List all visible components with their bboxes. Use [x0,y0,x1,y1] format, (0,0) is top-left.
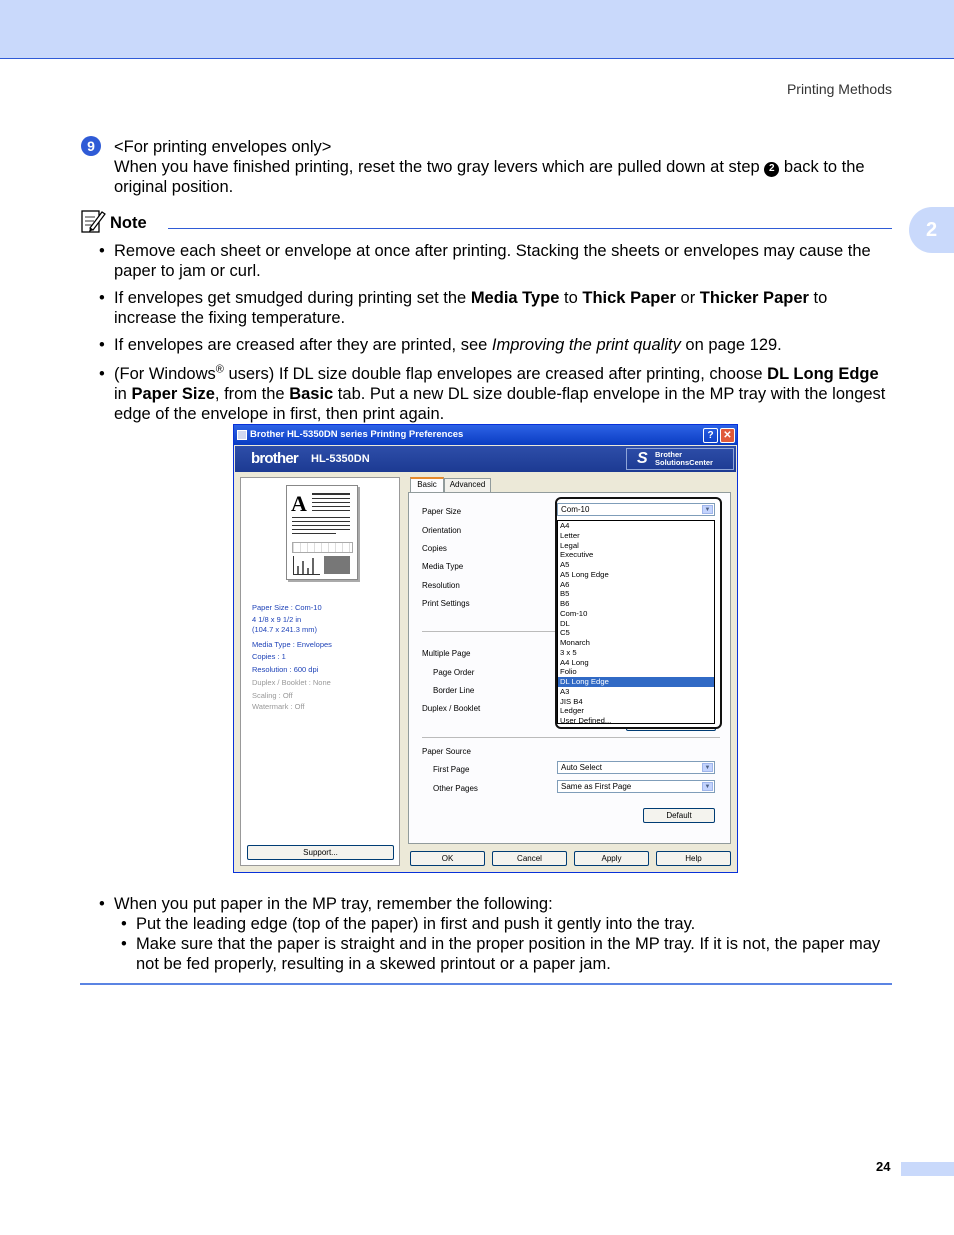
preview-line [292,529,350,530]
label-first-page: First Page [433,765,470,774]
paper-size-option[interactable]: Monarch [560,638,590,647]
tab-advanced[interactable]: Advanced [444,478,491,492]
preview-table [292,542,353,553]
paper-size-option[interactable]: Legal [560,540,579,550]
chapter-tab: 2 [909,207,954,253]
help-button[interactable]: Help [656,851,731,866]
model-name: HL-5350DN [311,453,370,465]
text: , from the [214,385,290,403]
label-other-pages: Other Pages [433,784,478,793]
summary-dims-in: 4 1/8 x 9 1/2 in [252,614,302,624]
paper-size-option[interactable]: DL Long Edge [558,677,714,687]
text: If envelopes get smudged during printing set the [114,289,471,307]
preview-line [312,506,350,507]
page-number: 24 [876,1159,891,1174]
paper-size-option[interactable]: A5 Long Edge [560,569,609,579]
other-pages-select[interactable] [557,780,715,793]
summary-media-type: Media Type : Envelopes [252,639,332,649]
cancel-button[interactable]: Cancel [492,851,567,866]
solutions-center-icon: S [637,450,648,467]
summary-scaling: Scaling : Off [252,690,293,700]
text: SolutionsCenter [655,458,713,467]
note-bullet: • When you put paper in the MP tray, remember the following: [98,894,892,914]
tab-basic[interactable]: Basic [410,477,444,492]
label-paper-size: Paper Size [422,507,462,516]
paper-size-option[interactable]: B5 [560,589,570,599]
dialog-title: Brother HL-5350DN series Printing Preferences [250,429,464,440]
paper-size-option[interactable]: A5 [560,560,570,569]
sub-bullet: • Put the leading edge (top of the paper) in first and push it gently into the tray. [120,914,892,934]
note-bullet [98,335,892,355]
label-media-type: Media Type [422,562,464,571]
step-number-badge: 9 [81,136,101,156]
page-preview-thumbnail [286,485,358,580]
text: users) If DL size double flap envelopes are creased after printing, choose [223,365,768,383]
preview-line [292,525,350,526]
paper-size-option[interactable]: DL [560,618,570,628]
step-text [114,137,894,197]
label-resolution: Resolution [422,581,460,590]
note-end-divider [80,983,892,985]
paper-size-option[interactable]: Ledger [560,706,584,716]
paper-size-option[interactable]: JIS B4 [560,696,583,706]
preview-chart-icon [293,556,320,575]
chevron-down-icon: ▼ [702,505,713,514]
paper-size-option[interactable]: Com-10 [560,608,588,618]
label-page-order: Page Order [433,668,475,677]
chevron-down-icon: ▼ [702,782,713,791]
summary-watermark: Watermark : Off [252,702,305,712]
apply-button[interactable]: Apply [574,851,649,866]
step-reference-badge: 2 [764,162,779,177]
preview-letter-icon: A [291,491,307,516]
section-divider [422,631,558,632]
paper-size-option[interactable]: A4 Long [560,657,589,667]
dialog-title-bar [234,425,737,445]
section-divider [422,737,720,738]
other-pages-value: Same as First Page [561,782,632,791]
sub-bullet: • Make sure that the paper is straight and in the proper position in the MP tray. If it is not, the paper may not be fed properly, resulting in a skewed printout or a paper jam. [120,934,892,974]
summary-resolution: Resolution : 600 dpi [252,665,319,675]
label-copies: Copies [422,544,447,553]
paper-size-option[interactable]: 3 x 5 [560,647,577,657]
solutions-center-button[interactable] [626,448,734,470]
chevron-down-icon: ▼ [702,763,713,772]
page-number-bar [901,1162,954,1176]
paper-size-option[interactable]: User Defined... [560,716,612,725]
note-bullets-bottom [98,894,892,974]
label-duplex-booklet: Duplex / Booklet [422,704,481,713]
preview-pane [240,477,400,866]
text: to [559,289,583,307]
first-page-value: Auto Select [561,763,602,772]
preview-line [312,510,350,511]
step-heading: <For printing envelopes only> [114,138,332,156]
text: (For Windows [114,365,216,383]
text: or [675,289,700,307]
paper-size-select[interactable] [557,503,715,516]
solutions-center-label [655,451,713,467]
top-header-band [0,0,954,59]
step-instruction-part1: When you have finished printing, reset the two gray levers which are pulled down at step [114,158,760,176]
brother-logo: brother [251,450,298,467]
label-print-settings: Print Settings [422,599,470,608]
brother-banner [235,446,736,472]
paper-size-option[interactable]: Folio [560,667,577,677]
text: to increase the fixing temperature. [114,289,828,327]
note-title: Note [110,214,147,232]
sub-bullet-list [120,914,892,974]
paper-size-option[interactable]: Letter [560,530,580,540]
support-button[interactable]: Support... [247,845,394,860]
paper-size-option[interactable]: Executive [560,550,594,560]
text: If envelopes are creased after they are printed, see [114,336,492,354]
preview-picture-icon [324,556,350,574]
paper-size-value: Com-10 [561,505,590,514]
summary-copies: Copies : 1 [252,652,286,662]
term-media-type: Media Type [470,289,560,307]
note-pencil-icon [80,208,106,234]
text: tab. Put a new DL size double-flap envelope in the MP tray with the longest edge of the envelope in first, then print again. [114,385,886,423]
note-bullet [98,364,892,424]
label-paper-source: Paper Source [422,747,471,756]
label-multiple-page: Multiple Page [422,649,471,658]
settings-summary [252,602,332,714]
preview-line [312,502,350,503]
registered-mark: ® [215,363,224,376]
preview-line [292,521,350,522]
first-page-select[interactable] [557,761,715,774]
text: Brother [655,450,683,459]
summary-duplex: Duplex / Booklet : None [252,677,331,687]
term-paper-size: Paper Size [131,385,215,403]
printing-preferences-dialog [233,424,738,873]
paper-size-dropdown-list[interactable] [557,520,715,724]
paper-size-option[interactable]: C5 [560,628,570,638]
preview-line [312,498,350,499]
step-instruction-part2: back to the original position. [114,158,865,196]
note-bullet: • Remove each sheet or envelope at once after printing. Stacking the sheets or envelopes may cause the paper to jam or curl. [98,241,892,281]
paper-size-option[interactable]: B6 [560,599,570,608]
paper-size-option[interactable]: A6 [560,579,570,589]
term-thick-paper: Thick Paper [582,289,676,307]
default-button[interactable]: Default [643,808,715,823]
preview-line [292,517,350,518]
note-bullets-top [98,241,892,431]
term-dl-long-edge: DL Long Edge [767,365,879,383]
label-orientation: Orientation [422,526,462,535]
ok-button[interactable]: OK [410,851,485,866]
summary-dims-mm: (104.7 x 241.3 mm) [252,624,318,634]
step-instruction [114,157,894,197]
text: on page 129. [680,336,782,354]
term-basic: Basic [289,385,334,403]
link-improving-print-quality[interactable]: Improving the print quality [491,336,681,354]
label-border-line: Border Line [433,686,475,695]
summary-paper-size: Paper Size : Com-10 [252,603,322,612]
close-button[interactable]: ✕ [720,428,735,443]
preview-line [292,533,336,534]
section-title: Printing Methods [786,81,892,97]
note-divider [168,228,892,229]
note-bullet [98,288,892,328]
term-thicker-paper: Thicker Paper [699,289,809,307]
help-question-button[interactable]: ? [703,428,718,443]
paper-size-option[interactable]: A3 [560,686,570,696]
paper-size-option[interactable]: A4 [560,521,570,530]
text: in [114,385,132,403]
printer-app-icon [237,430,247,440]
preview-line [312,493,350,495]
